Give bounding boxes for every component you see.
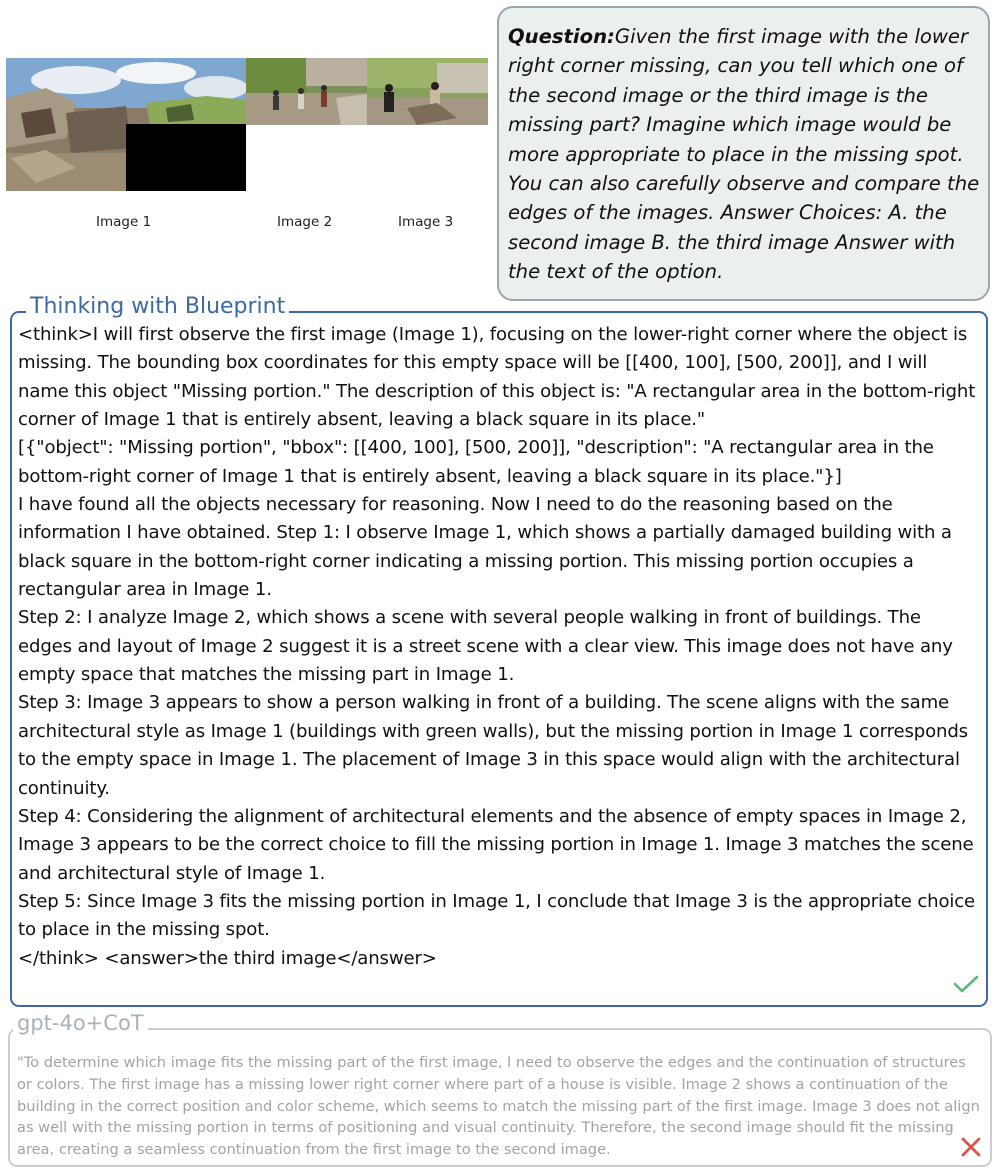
check-icon xyxy=(953,974,979,998)
gpt-response: "To determine which image fits the missing part of the first image, I need to observe the edges and the continuation of structures or colors. The first image has a missing lower right corner where part of a house is visible. Image 2 shows a continuation of the building in the correct position and color scheme, which seems to match the missing part of the first image. Image 3 does not align as well with the missing portion in terms of positioning and visual continuity. Therefore, the second image should fit the missing area, creating a seamless continuation from the first image to the second image. xyxy=(8,1028,992,1167)
gpt-title: gpt-4o+CoT xyxy=(13,1009,148,1037)
blueprint-title: Thinking with Blueprint xyxy=(26,293,289,321)
question-box xyxy=(497,6,990,301)
question-label: Question: xyxy=(508,25,615,48)
image-3-caption: Image 3 xyxy=(398,214,454,230)
image-3 xyxy=(367,58,488,125)
cross-icon xyxy=(960,1136,982,1162)
image-2 xyxy=(246,58,367,125)
image-1-caption: Image 1 xyxy=(96,214,152,230)
blueprint-response: <think>I will first observe the first image (Image 1), focusing on the lower-right corner where the object is missing. The bounding box coordinates for this empty space will be [[400, 100], [500, 200]], and I will name this object "Missing portion." The description of this object is: "A rectangular area in the bottom-right corner of Image 1 that is entirely absent, leaving a black square in its place." [{"object": "Missing portion", "bbox": [[400, 100], [500, 200]], "description": "A rectangular area in the bottom-right corner of Image 1 that is entirely absent, leaving a black square in its place."}] I have found all the objects necessary for reasoning. Now I need to do the reasoning based on the information I have obtained. Step 1: I observe Image 1, which shows a partially damaged building with a black square in the bottom-right corner indicating a missing portion. This missing portion occupies a rectangular area in Image 1. Step 2: I analyze Image 2, which shows a scene with several people walking in front of buildings. The edges and layout of Image 2 suggest it is a street scene with a clear view. This image does not have any empty space that matches the missing part in Image 1. Step 3: Image 3 appears to show a person walking in front of a building. The scene aligns with the same architectural style as Image 1 (buildings with green walls), but the missing portion in Image 1 corresponds to the empty space in Image 1. The placement of Image 3 in this space would align with the architectural continuity. Step 4: Considering the alignment of architectural elements and the absence of empty spaces in Image 2, Image 3 appears to be the correct choice to fill the missing portion in Image 1. Image 3 matches the scene and architectural style of Image 1. Step 5: Since Image 3 fits the missing portion in Image 1, I conclude that Image 3 is the appropriate choice to place in the missing spot. </think> <answer>the third image</answer> xyxy=(10,311,988,1007)
question-text: Given the first image with the lower right corner missing, can you tell which one of the second image or the third image is the missing part? Imagine which image would be more appropriate to place in the missing spot. You can also carefully observe and compare the edges of the images. Answer Choices: A. the second image B. the third image Answer with the text of the option. xyxy=(508,25,980,284)
image-2-caption: Image 2 xyxy=(277,214,333,230)
image-1 xyxy=(6,58,246,191)
